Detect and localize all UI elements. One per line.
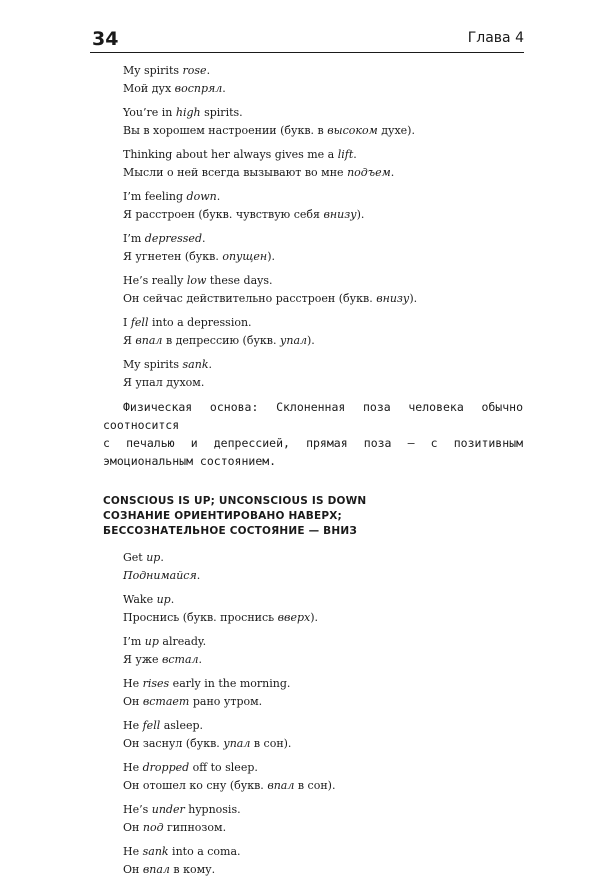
heading-line-en: CONSCIOUS IS UP; UNCONSCIOUS IS DOWN	[103, 495, 367, 507]
example-russian: Он сейчас действительно расстроен (букв. внизу).	[123, 292, 418, 305]
example-pair	[123, 272, 523, 308]
example-english: He’s under hypnosis.	[123, 803, 241, 816]
example-english: I fell into a depression.	[123, 316, 252, 329]
example-pair	[123, 675, 523, 711]
example-pair	[123, 356, 523, 392]
example-russian: Он под гипнозом.	[123, 821, 227, 834]
example-pair	[123, 717, 523, 753]
example-russian: Я расстроен (букв. чувствую себя внизу).	[123, 208, 365, 221]
example-russian: Я уже встал.	[123, 653, 203, 666]
example-russian: Проснись (букв. проснись вверх).	[123, 611, 318, 624]
example-english: My spirits sank.	[123, 358, 212, 371]
example-pair	[123, 591, 523, 627]
example-english: He fell asleep.	[123, 719, 204, 732]
example-pair	[123, 633, 523, 669]
example-russian: Он заснул (букв. упал в сон).	[123, 737, 292, 750]
example-list-orientational	[103, 62, 523, 392]
example-russian: Он отошел ко сну (букв. впал в сон).	[123, 779, 336, 792]
example-pair	[123, 188, 523, 224]
page-number: 34	[92, 28, 119, 50]
heading-line-ru-1: СОЗНАНИЕ ОРИЕНТИРОВАНО НАВЕРХ;	[103, 510, 342, 522]
example-russian: Он встает рано утром.	[123, 695, 263, 708]
example-russian: Вы в хорошем настроении (букв. в высоком духе).	[123, 124, 415, 137]
example-pair	[123, 801, 523, 837]
page-content	[103, 62, 523, 885]
example-pair	[123, 759, 523, 795]
physical-basis-paragraph	[103, 398, 523, 470]
example-english: He rises early in the morning.	[123, 677, 291, 690]
example-english: I’m feeling down.	[123, 190, 221, 203]
example-english: Thinking about her always gives me a lift.	[123, 148, 357, 161]
example-pair	[123, 230, 523, 266]
example-pair	[123, 104, 523, 140]
chapter-title: Глава 4	[467, 30, 524, 46]
example-pair	[123, 843, 523, 879]
example-russian: Мой дух воспрял.	[123, 82, 226, 95]
example-pair	[123, 314, 523, 350]
example-english: I’m up already.	[123, 635, 207, 648]
example-english: He’s really low these days.	[123, 274, 273, 287]
example-english: I’m depressed.	[123, 232, 206, 245]
example-list-conscious	[103, 549, 523, 879]
example-pair	[123, 62, 523, 98]
paragraph-first-line: Физическая основа: Склоненная поза человека обычно соотносится	[103, 400, 523, 432]
paragraph-rest: с печалью и депрессией, прямая поза — с позитивным эмоциональным состоянием.	[103, 436, 523, 468]
example-russian: Мысли о ней всегда вызывают во мне подъем.	[123, 166, 395, 179]
example-english: Wake up.	[123, 593, 175, 606]
example-russian: Я впал в депрессию (букв. упал).	[123, 334, 315, 347]
heading-line-ru-2: БЕССОЗНАТЕЛЬНОЕ СОСТОЯНИЕ — ВНИЗ	[103, 525, 357, 537]
example-english: He sank into a coma.	[123, 845, 241, 858]
example-english: Get up.	[123, 551, 164, 564]
example-russian: Я упал духом.	[123, 376, 205, 389]
example-english: He dropped off to sleep.	[123, 761, 258, 774]
example-russian: Он впал в кому.	[123, 863, 216, 876]
example-pair	[123, 549, 523, 585]
metaphor-heading	[103, 494, 523, 539]
example-english: You’re in high spirits.	[123, 106, 243, 119]
example-russian: Поднимайся.	[123, 569, 201, 582]
example-pair	[123, 146, 523, 182]
example-russian: Я угнетен (букв. опущен).	[123, 250, 275, 263]
example-english: My spirits rose.	[123, 64, 211, 77]
page-header	[90, 26, 524, 53]
